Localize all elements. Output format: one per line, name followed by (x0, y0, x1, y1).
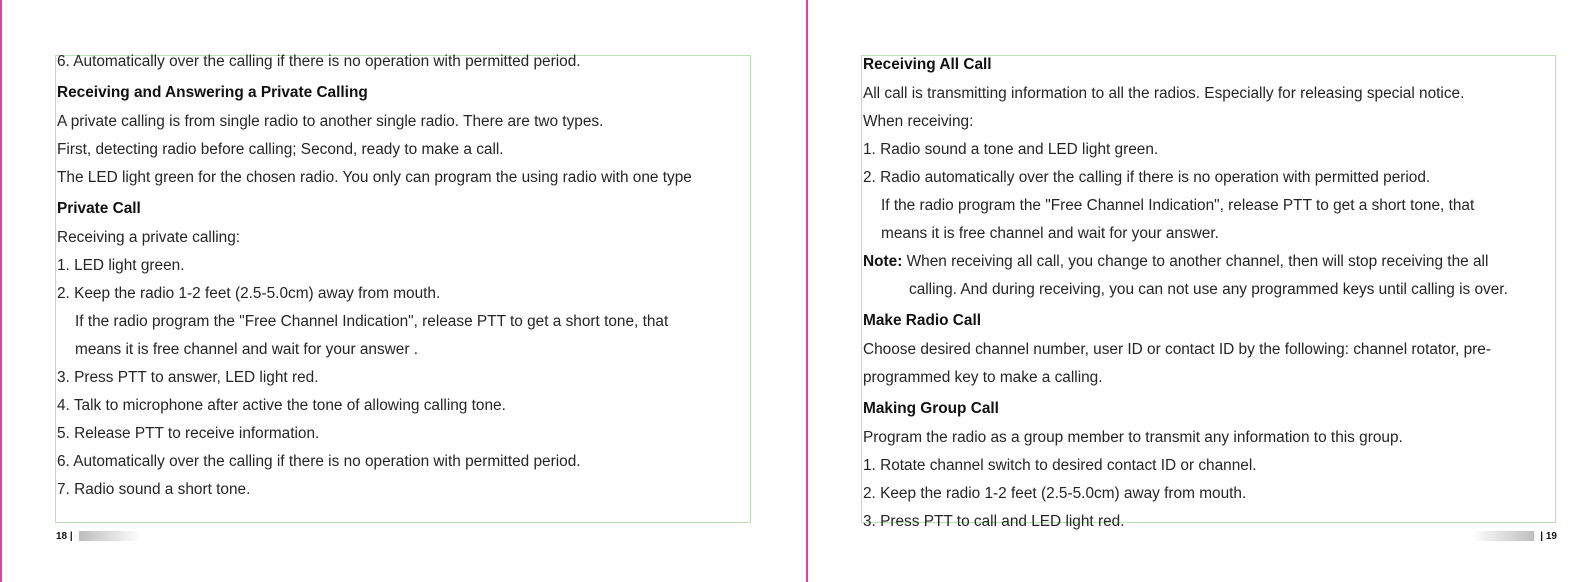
list-item: 1. LED light green. (57, 257, 185, 274)
page-number-divider: | (1540, 530, 1546, 542)
left-page-body (57, 48, 762, 504)
section-heading: Receiving and Answering a Private Calling (57, 84, 368, 101)
note-line (863, 248, 1573, 276)
body-line: Program the radio as a group member to transmit any information to this group. (863, 429, 1403, 446)
list-item: 1. Rotate channel switch to desired contact ID or channel. (863, 457, 1257, 474)
list-item-continuation: If the radio program the "Free Channel Indication", release PTT to get a short tone, that (75, 313, 669, 330)
list-item: 4. Talk to microphone after active the tone of allowing calling tone. (57, 397, 506, 414)
body-line: The LED light green for the chosen radio. You only can program the using radio with one type (57, 169, 692, 186)
body-line: Choose desired channel number, user ID or contact ID by the following: channel rotator, pre- (863, 341, 1491, 358)
page-number: 18 (56, 530, 68, 542)
section-heading: Private Call (57, 200, 141, 217)
left-page-footer (56, 530, 141, 542)
note-text: When receiving all call, you change to another channel, then will stop receiving the all (906, 253, 1489, 270)
body-line: When receiving: (863, 113, 974, 130)
list-item: 1. Radio sound a tone and LED light green. (863, 141, 1159, 158)
page-number: 19 (1545, 530, 1557, 542)
note-continuation: calling. And during receiving, you can not use any programmed keys until calling is over. (909, 281, 1508, 298)
list-item: 3. Press PTT to answer, LED light red. (57, 369, 319, 386)
body-line: All call is transmitting information to all the radios. Especially for releasing special notice. (863, 85, 1465, 102)
list-item-continuation: means it is free channel and wait for your answer . (75, 341, 419, 358)
body-line: Receiving a private calling: (57, 229, 241, 246)
section-heading: Making Group Call (863, 400, 999, 417)
list-item: 3. Press PTT to call and LED light red. (863, 513, 1125, 530)
list-item: 7. Radio sound a short tone. (57, 481, 251, 498)
list-item: 2. Radio automatically over the calling if there is no operation with permitted period. (863, 169, 1431, 186)
list-item-continuation: If the radio program the "Free Channel Indication", release PTT to get a short tone, that (881, 197, 1475, 214)
page-number-divider: | (67, 530, 73, 542)
list-item: 5. Release PTT to receive information. (57, 425, 320, 442)
right-page-footer (1472, 530, 1557, 542)
list-item: 2. Keep the radio 1-2 feet (2.5-5.0cm) away from mouth. (863, 485, 1247, 502)
body-line: 6. Automatically over the calling if there is no operation with permitted period. (57, 53, 581, 70)
list-item: 2. Keep the radio 1-2 feet (2.5-5.0cm) away from mouth. (57, 285, 441, 302)
body-line: First, detecting radio before calling; Second, ready to make a call. (57, 141, 504, 158)
section-heading: Receiving All Call (863, 56, 992, 73)
list-item: 6. Automatically over the calling if there is no operation with permitted period. (57, 453, 581, 470)
note-label: Note: (863, 253, 903, 270)
section-heading: Make Radio Call (863, 312, 982, 329)
footer-gradient-bar (79, 531, 141, 541)
right-page-body (863, 48, 1573, 536)
spine-line (806, 0, 808, 582)
body-line: A private calling is from single radio to another single radio. There are two types. (57, 113, 604, 130)
body-line: programmed key to make a calling. (863, 369, 1103, 386)
footer-gradient-bar (1472, 531, 1534, 541)
list-item-continuation: means it is free channel and wait for your answer. (881, 225, 1219, 242)
left-trim-line (0, 0, 2, 582)
